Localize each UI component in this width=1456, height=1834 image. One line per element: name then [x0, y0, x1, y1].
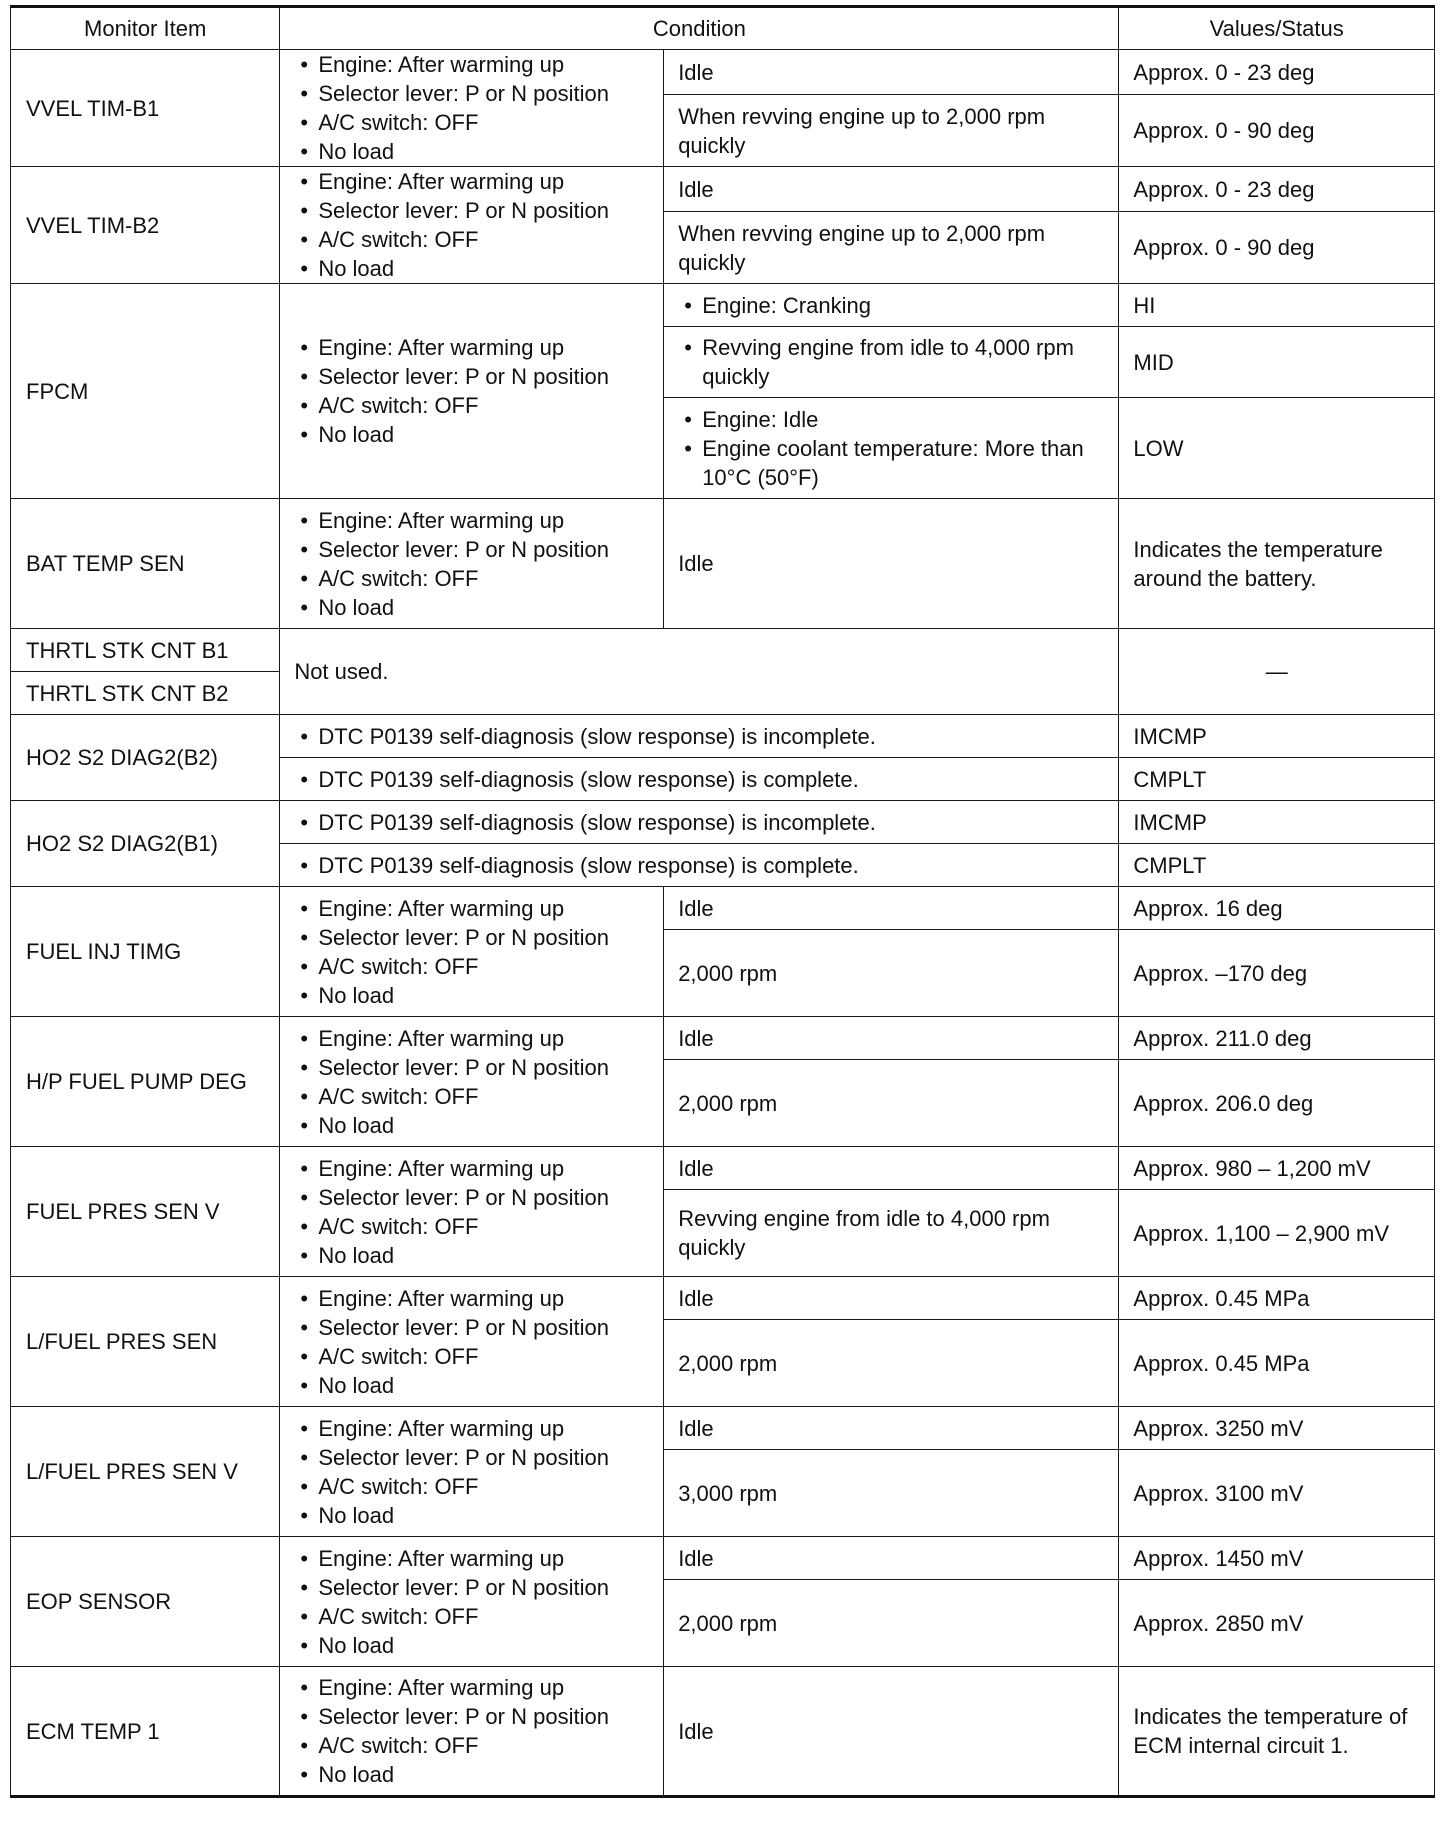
- condition-bullet: • Selector lever: P or N position: [294, 1183, 649, 1212]
- sub-condition: Idle: [664, 1667, 1119, 1797]
- sub-condition: Idle: [664, 167, 1119, 212]
- common-conditions: [280, 284, 664, 499]
- table-row: [11, 1147, 1435, 1190]
- header-condition: Condition: [280, 7, 1119, 50]
- condition-bullet: • Engine: After warming up: [294, 1544, 649, 1573]
- condition-bullet: • DTC P0139 self-diagnosis (slow response) is complete.: [294, 851, 1104, 880]
- value-status: Approx. 206.0 deg: [1119, 1060, 1435, 1147]
- sub-condition: Idle: [664, 1407, 1119, 1450]
- sub-condition: 2,000 rpm: [664, 930, 1119, 1017]
- condition-bullet: • Engine: After warming up: [294, 894, 649, 923]
- monitor-item-name: THRTL STK CNT B2: [11, 672, 280, 715]
- sub-condition: When revving engine up to 2,000 rpm quickly: [664, 95, 1119, 167]
- condition-bullet: • A/C switch: OFF: [294, 1342, 649, 1371]
- table-row: [11, 629, 1435, 672]
- sub-condition: Not used.: [280, 629, 1119, 715]
- condition-bullet: • Selector lever: P or N position: [294, 1443, 649, 1472]
- condition-bullet: • Engine: After warming up: [294, 1414, 649, 1443]
- sub-condition: 2,000 rpm: [664, 1060, 1119, 1147]
- condition-bullet: • Selector lever: P or N position: [294, 1313, 649, 1342]
- condition-bullet: • Selector lever: P or N position: [294, 1053, 649, 1082]
- condition-bullet: • Engine coolant temperature: More than 10°C (50°F): [678, 434, 1104, 492]
- value-status: HI: [1119, 284, 1435, 327]
- common-conditions: [280, 1407, 664, 1537]
- condition-bullet: • Selector lever: P or N position: [294, 196, 649, 225]
- condition-bullet: • A/C switch: OFF: [294, 1212, 649, 1241]
- condition-bullet: • No load: [294, 1371, 649, 1400]
- condition-bullet: • A/C switch: OFF: [294, 108, 649, 137]
- condition-bullet: • No load: [294, 981, 649, 1010]
- value-status: Approx. 0.45 MPa: [1119, 1277, 1435, 1320]
- table-row: [11, 50, 1435, 95]
- sub-condition: When revving engine up to 2,000 rpm quickly: [664, 212, 1119, 284]
- monitor-item-name: BAT TEMP SEN: [11, 499, 280, 629]
- condition-bullet: • DTC P0139 self-diagnosis (slow response) is complete.: [294, 765, 1104, 794]
- table-row: [11, 499, 1435, 629]
- table-row: [11, 887, 1435, 930]
- condition-bullet: • No load: [294, 1241, 649, 1270]
- sub-condition: Idle: [664, 1147, 1119, 1190]
- sub-condition: [280, 715, 1119, 758]
- value-status: CMPLT: [1119, 844, 1435, 887]
- sub-condition: [664, 398, 1119, 499]
- condition-bullet: • Engine: After warming up: [294, 167, 649, 196]
- value-status: IMCMP: [1119, 801, 1435, 844]
- value-status: CMPLT: [1119, 758, 1435, 801]
- value-status: Approx. 0 - 90 deg: [1119, 212, 1435, 284]
- value-status: Indicates the temperature of ECM internal circuit 1.: [1119, 1667, 1435, 1797]
- condition-bullet: • Selector lever: P or N position: [294, 923, 649, 952]
- sub-condition: Idle: [664, 1277, 1119, 1320]
- sub-condition: Idle: [664, 887, 1119, 930]
- condition-bullet: • Selector lever: P or N position: [294, 362, 649, 391]
- value-status: Indicates the temperature around the battery.: [1119, 499, 1435, 629]
- sub-condition: Idle: [664, 50, 1119, 95]
- common-conditions: [280, 167, 664, 284]
- monitor-item-name: VVEL TIM-B1: [11, 50, 280, 167]
- monitor-item-name: HO2 S2 DIAG2(B1): [11, 801, 280, 887]
- monitor-item-name: L/FUEL PRES SEN V: [11, 1407, 280, 1537]
- condition-bullet: • No load: [294, 1631, 649, 1660]
- value-status: Approx. 3250 mV: [1119, 1407, 1435, 1450]
- sub-condition: [280, 801, 1119, 844]
- condition-bullet: • No load: [294, 1111, 649, 1140]
- common-conditions: [280, 1147, 664, 1277]
- value-status: Approx. 211.0 deg: [1119, 1017, 1435, 1060]
- common-conditions: [280, 499, 664, 629]
- header-monitor-item: Monitor Item: [11, 7, 280, 50]
- monitor-item-name: FPCM: [11, 284, 280, 499]
- condition-bullet: • Engine: After warming up: [294, 506, 649, 535]
- condition-bullet: • A/C switch: OFF: [294, 225, 649, 254]
- sub-condition: [664, 327, 1119, 398]
- condition-bullet: • Selector lever: P or N position: [294, 1573, 649, 1602]
- table-row: [11, 1667, 1435, 1797]
- condition-bullet: • A/C switch: OFF: [294, 1082, 649, 1111]
- common-conditions: [280, 50, 664, 167]
- sub-condition: Revving engine from idle to 4,000 rpm quickly: [664, 1190, 1119, 1277]
- value-status: Approx. 2850 mV: [1119, 1580, 1435, 1667]
- condition-bullet: • A/C switch: OFF: [294, 1602, 649, 1631]
- value-status: MID: [1119, 327, 1435, 398]
- sub-condition: 3,000 rpm: [664, 1450, 1119, 1537]
- condition-bullet: • Engine: After warming up: [294, 333, 649, 362]
- table-row: [11, 1277, 1435, 1320]
- condition-bullet: • Selector lever: P or N position: [294, 1702, 649, 1731]
- monitor-item-table-page: [10, 5, 1435, 1798]
- common-conditions: [280, 1017, 664, 1147]
- monitor-item-name: H/P FUEL PUMP DEG: [11, 1017, 280, 1147]
- value-status: Approx. 0.45 MPa: [1119, 1320, 1435, 1407]
- table-row: [11, 1407, 1435, 1450]
- condition-bullet: • Engine: After warming up: [294, 50, 649, 79]
- sub-condition: Idle: [664, 1537, 1119, 1580]
- sub-condition: Idle: [664, 1017, 1119, 1060]
- monitor-item-name: HO2 S2 DIAG2(B2): [11, 715, 280, 801]
- table-row: [11, 167, 1435, 212]
- table-row: [11, 801, 1435, 844]
- table-row: [11, 715, 1435, 758]
- table-row: [11, 1017, 1435, 1060]
- sub-condition: [664, 284, 1119, 327]
- condition-bullet: • Engine: After warming up: [294, 1154, 649, 1183]
- condition-bullet: • Engine: After warming up: [294, 1284, 649, 1313]
- sub-condition: 2,000 rpm: [664, 1580, 1119, 1667]
- value-status: IMCMP: [1119, 715, 1435, 758]
- condition-bullet: • Engine: After warming up: [294, 1024, 649, 1053]
- value-status: Approx. 0 - 90 deg: [1119, 95, 1435, 167]
- condition-bullet: • A/C switch: OFF: [294, 391, 649, 420]
- monitor-item-name: VVEL TIM-B2: [11, 167, 280, 284]
- condition-bullet: • Selector lever: P or N position: [294, 79, 649, 108]
- condition-bullet: • A/C switch: OFF: [294, 1472, 649, 1501]
- monitor-item-name: EOP SENSOR: [11, 1537, 280, 1667]
- monitor-item-name: FUEL INJ TIMG: [11, 887, 280, 1017]
- table-row: [11, 284, 1435, 327]
- value-status: LOW: [1119, 398, 1435, 499]
- table-row: [11, 1537, 1435, 1580]
- condition-bullet: • Engine: Cranking: [678, 291, 1104, 320]
- value-status: Approx. 1,100 – 2,900 mV: [1119, 1190, 1435, 1277]
- condition-bullet: • A/C switch: OFF: [294, 564, 649, 593]
- value-status: Approx. 3100 mV: [1119, 1450, 1435, 1537]
- common-conditions: [280, 887, 664, 1017]
- condition-bullet: • No load: [294, 1760, 649, 1789]
- sub-condition: [280, 758, 1119, 801]
- value-status: Approx. 16 deg: [1119, 887, 1435, 930]
- condition-bullet: • Selector lever: P or N position: [294, 535, 649, 564]
- header-values-status: Values/Status: [1119, 7, 1435, 50]
- monitor-item-name: L/FUEL PRES SEN: [11, 1277, 280, 1407]
- condition-bullet: • DTC P0139 self-diagnosis (slow response) is incomplete.: [294, 808, 1104, 837]
- common-conditions: [280, 1277, 664, 1407]
- condition-bullet: • No load: [294, 593, 649, 622]
- value-status: Approx. 0 - 23 deg: [1119, 167, 1435, 212]
- value-status: Approx. 0 - 23 deg: [1119, 50, 1435, 95]
- value-status: —: [1119, 629, 1435, 715]
- condition-bullet: • No load: [294, 1501, 649, 1530]
- condition-bullet: • Engine: Idle: [678, 405, 1104, 434]
- sub-condition: 2,000 rpm: [664, 1320, 1119, 1407]
- value-status: Approx. –170 deg: [1119, 930, 1435, 1017]
- condition-bullet: • A/C switch: OFF: [294, 1731, 649, 1760]
- condition-bullet: • A/C switch: OFF: [294, 952, 649, 981]
- condition-bullet: • No load: [294, 254, 649, 283]
- condition-bullet: • DTC P0139 self-diagnosis (slow response) is incomplete.: [294, 722, 1104, 751]
- condition-bullet: • No load: [294, 420, 649, 449]
- monitor-item-table: [10, 5, 1435, 1798]
- common-conditions: [280, 1667, 664, 1797]
- common-conditions: [280, 1537, 664, 1667]
- monitor-item-name: THRTL STK CNT B1: [11, 629, 280, 672]
- value-status: Approx. 1450 mV: [1119, 1537, 1435, 1580]
- sub-condition: [280, 844, 1119, 887]
- condition-bullet: • Revving engine from idle to 4,000 rpm quickly: [678, 333, 1104, 391]
- value-status: Approx. 980 – 1,200 mV: [1119, 1147, 1435, 1190]
- monitor-item-name: ECM TEMP 1: [11, 1667, 280, 1797]
- condition-bullet: • Engine: After warming up: [294, 1673, 649, 1702]
- sub-condition: Idle: [664, 499, 1119, 629]
- monitor-item-name: FUEL PRES SEN V: [11, 1147, 280, 1277]
- condition-bullet: • No load: [294, 137, 649, 166]
- header-row: [11, 7, 1435, 50]
